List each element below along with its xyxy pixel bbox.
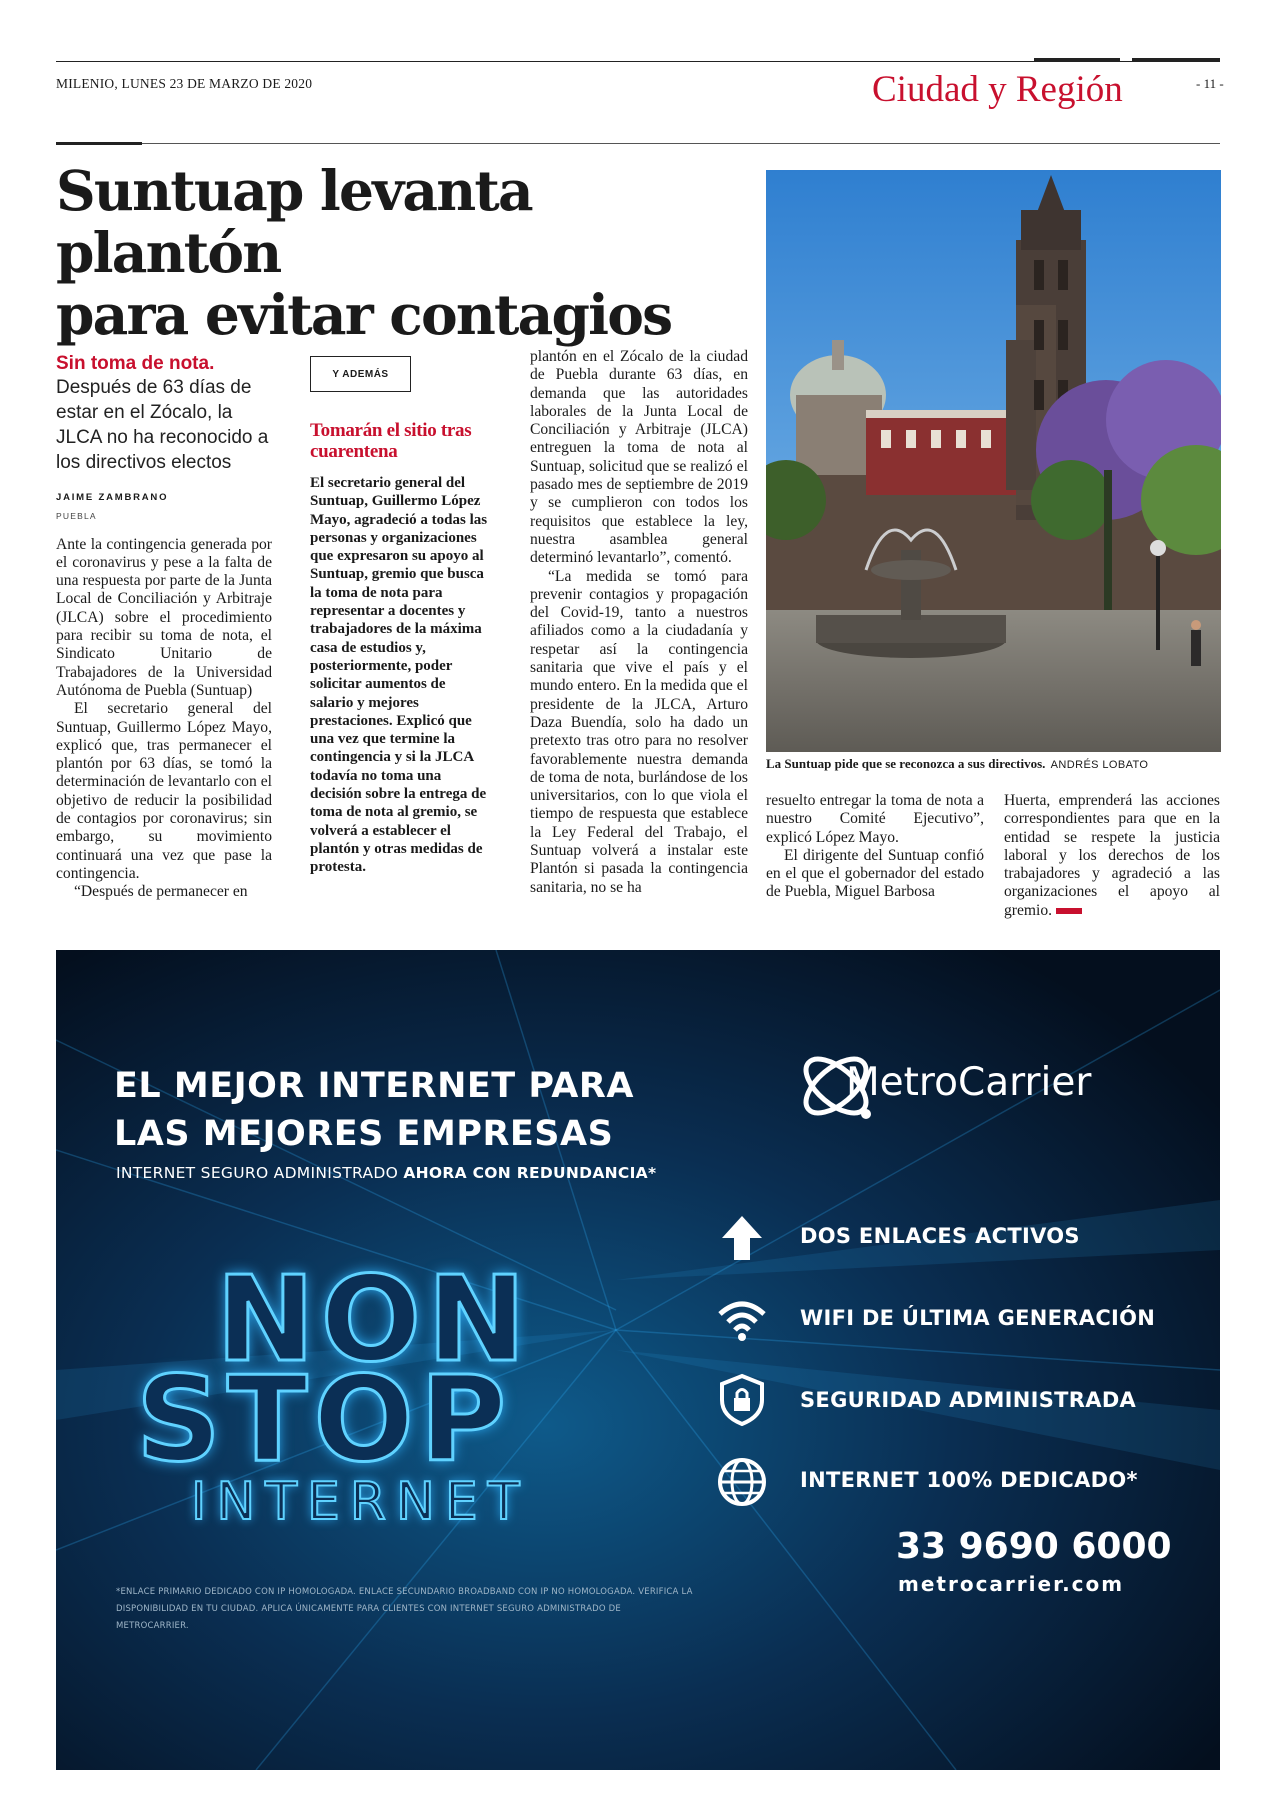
ad-sub-bold: AHORA CON REDUNDANCIA* xyxy=(403,1164,657,1182)
body-paragraph: Ante la contingencia generada por el coronavirus y pese a la falta de una respuesta por parte de la Junta Local de Conciliación y Arbitraje (JLCA) sobre el procedimiento para recibir su toma de nota, el Sindicato Unitario de Trabajadores de la Universidad Autónoma de Puebla (Suntuap) xyxy=(56,535,272,699)
article-column-1 xyxy=(56,352,272,902)
nonstop-line-3: INTERNET xyxy=(191,1472,530,1532)
headline xyxy=(56,160,756,346)
ad-feature-3: SEGURIDAD ADMINISTRADA xyxy=(800,1388,1137,1412)
globe-icon xyxy=(714,1454,770,1510)
wifi-icon xyxy=(714,1290,770,1346)
top-rule-accent-2 xyxy=(1132,58,1220,62)
sidebar-body: El secretario general del Suntuap, Guillermo López Mayo, agradeció a todas las personas y organizaciones que expresaron su apoyo al Suntuap, gremio que busca la toma de nota para representar a docentes y trabajadores de la máxima casa de estudios y, posteriormente, poder solicitar aumentos de salario y mejores prestaciones. Explicó que una vez que termine la contingencia y si la JLCA todavía no toma una decisión sobre la entrega de toma de nota al gremio, se volverá a establecer el plantón y otras medidas de protesta. xyxy=(310,475,488,876)
masthead-date: MILENIO, LUNES 23 DE MARZO DE 2020 xyxy=(56,76,313,91)
ad-phone: 33 9690 6000 xyxy=(896,1526,1172,1567)
advertisement xyxy=(56,950,1220,1770)
sidebar-title: Tomarán el sitio tras cuarentena xyxy=(310,420,472,462)
article-column-3 xyxy=(530,348,748,897)
article-column-5 xyxy=(1004,792,1220,920)
sidebar-tag: Y ADEMÁS xyxy=(310,356,411,392)
body-paragraph: resuelto entregar la toma de nota a nuestro Comité Ejecutivo”, explicó López Mayo. xyxy=(766,792,984,846)
deck: Después de 63 días de estar en el Zócalo, la JLCA no ha reconocido a los directivos electos xyxy=(56,377,269,473)
cathedral-photo xyxy=(766,170,1221,752)
dateline: PUEBLA xyxy=(56,511,97,522)
body-paragraph: El secretario general del Suntuap, Guillermo López Mayo, explicó que, tras permanecer el plantón por 63 días, se tomó la determinación de levantarlo con el objetivo de reducir la posibilidad de contagios por coronavirus; sin embargo, su movimiento continuará una vez que pase la contingencia. xyxy=(56,700,272,882)
photo-credit: ANDRÉS LOBATO xyxy=(1050,759,1149,771)
sidebar xyxy=(310,420,490,877)
article-column-4 xyxy=(766,792,984,902)
headline-accent-rule xyxy=(56,142,142,145)
nonstop-line-1: NON xyxy=(216,1250,532,1388)
top-rule-accent-1 xyxy=(1034,58,1120,62)
shield-lock-icon xyxy=(714,1372,770,1428)
body-paragraph: plantón en el Zócalo de la ciudad de Puebla durante 63 días, en demanda que las autoridades laborales de la Junta Local de Conciliación y Arbitraje (JLCA) entreguen la toma de nota al Suntuap, solicitud que se realizó el pasado mes de septiembre de 2019 y se cumplieron con todos los requisitos que establece la ley, nuestra asamblea general determinó levantarlo”, comentó. xyxy=(530,348,748,567)
caption-text: La Suntuap pide que se reconozca a sus directivos. xyxy=(766,756,1046,771)
kicker: Sin toma de nota. xyxy=(56,353,215,374)
end-mark xyxy=(1056,908,1082,914)
header-bottom-rule xyxy=(56,143,1220,144)
body-paragraph: “Después de permanecer en xyxy=(74,883,248,901)
page-number: - 11 - xyxy=(1196,76,1224,91)
body-paragraph: “La medida se tomó para prevenir contagios y propagación del Covid-19, tanto a nuestros afiliados como a la ciudadanía y respetar así la contingencia sanitaria que vive el país y el mundo entero. En la medida que el presidente de la JLCA, Arturo Daza Buendía, solo ha dado un pretexto tras otro para no resolver favorablemente nuestra demanda de toma de nota, burlándose de los universitarios, con lo que viola el tiempo de respuesta que establece la Ley Federal del Trabajo, el Suntuap volverá a instalar este Plantón si pasada la contingencia sanitaria, no se ha xyxy=(530,567,748,896)
photo-caption xyxy=(766,756,1226,772)
body-paragraph xyxy=(1004,792,1220,920)
article-photo xyxy=(766,170,1221,752)
upload-arrow-icon xyxy=(714,1210,770,1266)
body-text: Huerta, emprenderá las acciones correspondientes para que en la entidad se respete la justicia laboral y los derechos de los trabajadores y agradeció a las organizaciones el apoyo al gremio. xyxy=(1004,792,1220,919)
byline: JAIME ZAMBRANO xyxy=(56,492,169,503)
ad-feature-4: INTERNET 100% DEDICADO* xyxy=(800,1468,1138,1492)
ad-fine-print: *ENLACE PRIMARIO DEDICADO CON IP HOMOLOGADA. ENLACE SECUNDARIO BROADBAND CON IP NO HOMOLOGADA. VERIFICA LA DISPONIBILIDAD EN TU CIUDAD. APLICA ÚNICAMENTE PARA CLIENTES CON INTERNET SEGURO ADMINISTRADO DE METROCARRIER. xyxy=(116,1587,693,1631)
ad-headline-line-2: LAS MEJORES EMPRESAS xyxy=(114,1114,614,1154)
ad-subheadline xyxy=(116,1164,656,1182)
body-paragraph: El dirigente del Suntuap confió en el que el gobernador del estado de Puebla, Miguel Barbosa xyxy=(766,846,984,901)
ad-headline-line-1: EL MEJOR INTERNET PARA xyxy=(114,1066,634,1106)
ad-feature-1: DOS ENLACES ACTIVOS xyxy=(800,1224,1080,1248)
section-title: Ciudad y Región xyxy=(872,69,1123,110)
ad-feature-2: WIFI DE ÚLTIMA GENERACIÓN xyxy=(800,1306,1156,1330)
nonstop-logo xyxy=(136,1250,696,1550)
ad-sub-plain: INTERNET SEGURO ADMINISTRADO xyxy=(116,1164,404,1182)
ad-headline xyxy=(114,1062,634,1158)
nonstop-line-2: STOP xyxy=(136,1350,513,1488)
headline-line-2: para evitar contagios xyxy=(56,282,672,347)
ad-website: metrocarrier.com xyxy=(898,1572,1125,1596)
headline-line-1: Suntuap levanta plantón xyxy=(56,158,532,285)
ad-brand: MetroCarrier xyxy=(846,1060,1092,1105)
